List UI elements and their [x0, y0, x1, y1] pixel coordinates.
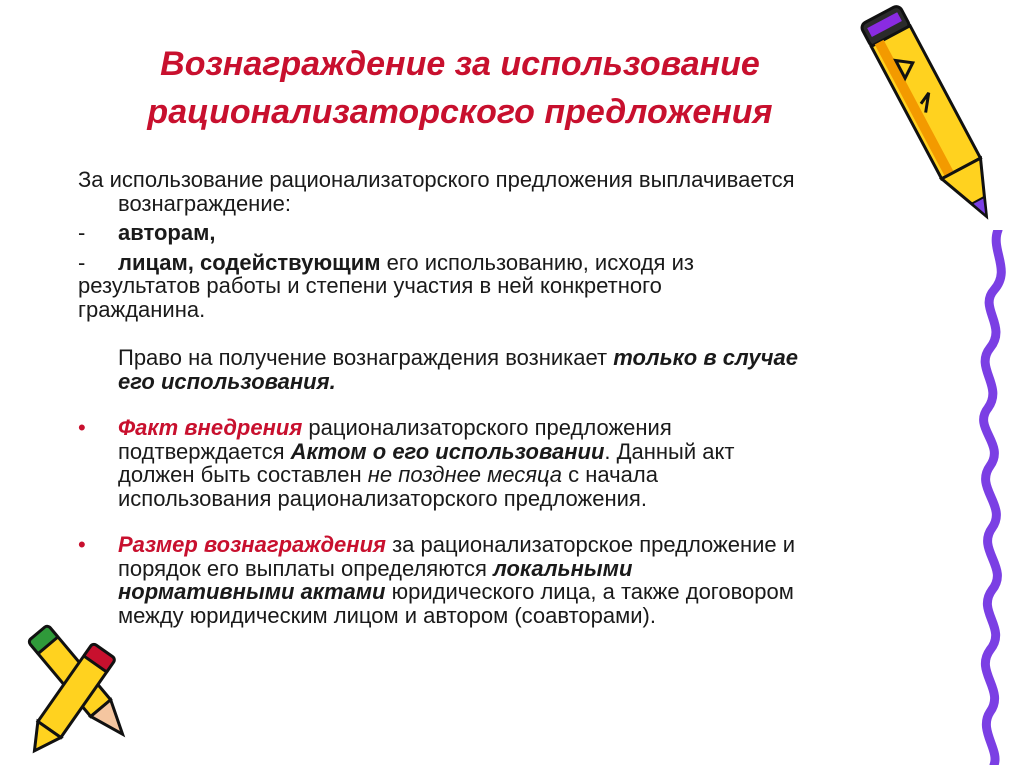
fact-text — [78, 440, 928, 464]
dash-marker: - — [78, 220, 86, 245]
size-text — [78, 580, 928, 604]
fact-italic: не позднее месяца — [367, 462, 563, 487]
list-item-text: , — [209, 220, 216, 245]
bullet-marker: • — [78, 415, 86, 440]
right-text-plain: Право на получение вознаграждения возникает — [118, 345, 614, 370]
right-text-emphasis: только в случае — [613, 345, 798, 370]
size-emphasis: локальными — [493, 555, 633, 581]
fact-text-plain: должен быть составлен — [118, 462, 368, 487]
intro-text: За использование рационализаторского предложения выплачивается — [78, 167, 795, 192]
right-text — [78, 346, 928, 370]
size-emphasis: нормативными актами — [118, 579, 386, 604]
right-text-emphasis: его использования. — [118, 368, 336, 394]
squiggle-line — [960, 230, 1024, 765]
bullet-marker: • — [78, 532, 86, 557]
intro-text: вознаграждение: — [118, 190, 291, 216]
size-text-plain: юридического лица, а также договором — [385, 579, 794, 604]
fact-label: Факт внедрения — [118, 415, 303, 440]
list-item — [78, 221, 928, 245]
fact-text-plain: с начала — [562, 462, 658, 487]
size-text: за рационализаторское предложение и — [385, 532, 796, 557]
list-item-text: его использованию, исходя из — [380, 249, 694, 275]
size-text — [78, 557, 928, 581]
fact-text-plain: . Данный акт — [604, 438, 735, 464]
slide-title — [60, 40, 860, 136]
fact-text-plain: подтверждается — [118, 438, 291, 464]
list-item-text: результатов работы и степени участия в ней конкретного — [78, 273, 662, 298]
fact-text: рационализаторского предложения — [302, 415, 672, 440]
fact-text: использования рационализаторского предложения. — [118, 485, 647, 511]
fact-emphasis: Актом о его использовании — [290, 438, 605, 464]
size-label: Размер вознаграждения — [118, 532, 386, 557]
slide-body — [78, 168, 928, 627]
list-item-bold: авторам — [118, 220, 210, 245]
title-line: Вознаграждение за использование — [160, 45, 760, 83]
list-item-bold: лицам, содействующим — [118, 249, 381, 275]
fact-text — [78, 463, 928, 487]
title-line: рационализаторского предложения — [147, 93, 773, 131]
list-item — [78, 251, 928, 275]
size-text: между юридическим лицом и автором (соавторами). — [118, 602, 656, 628]
list-item — [78, 533, 928, 557]
list-item-text: гражданина. — [78, 296, 206, 322]
size-text-plain: порядок его выплаты определяются — [118, 555, 494, 581]
list-item — [78, 416, 928, 440]
dash-marker: - — [78, 249, 86, 275]
